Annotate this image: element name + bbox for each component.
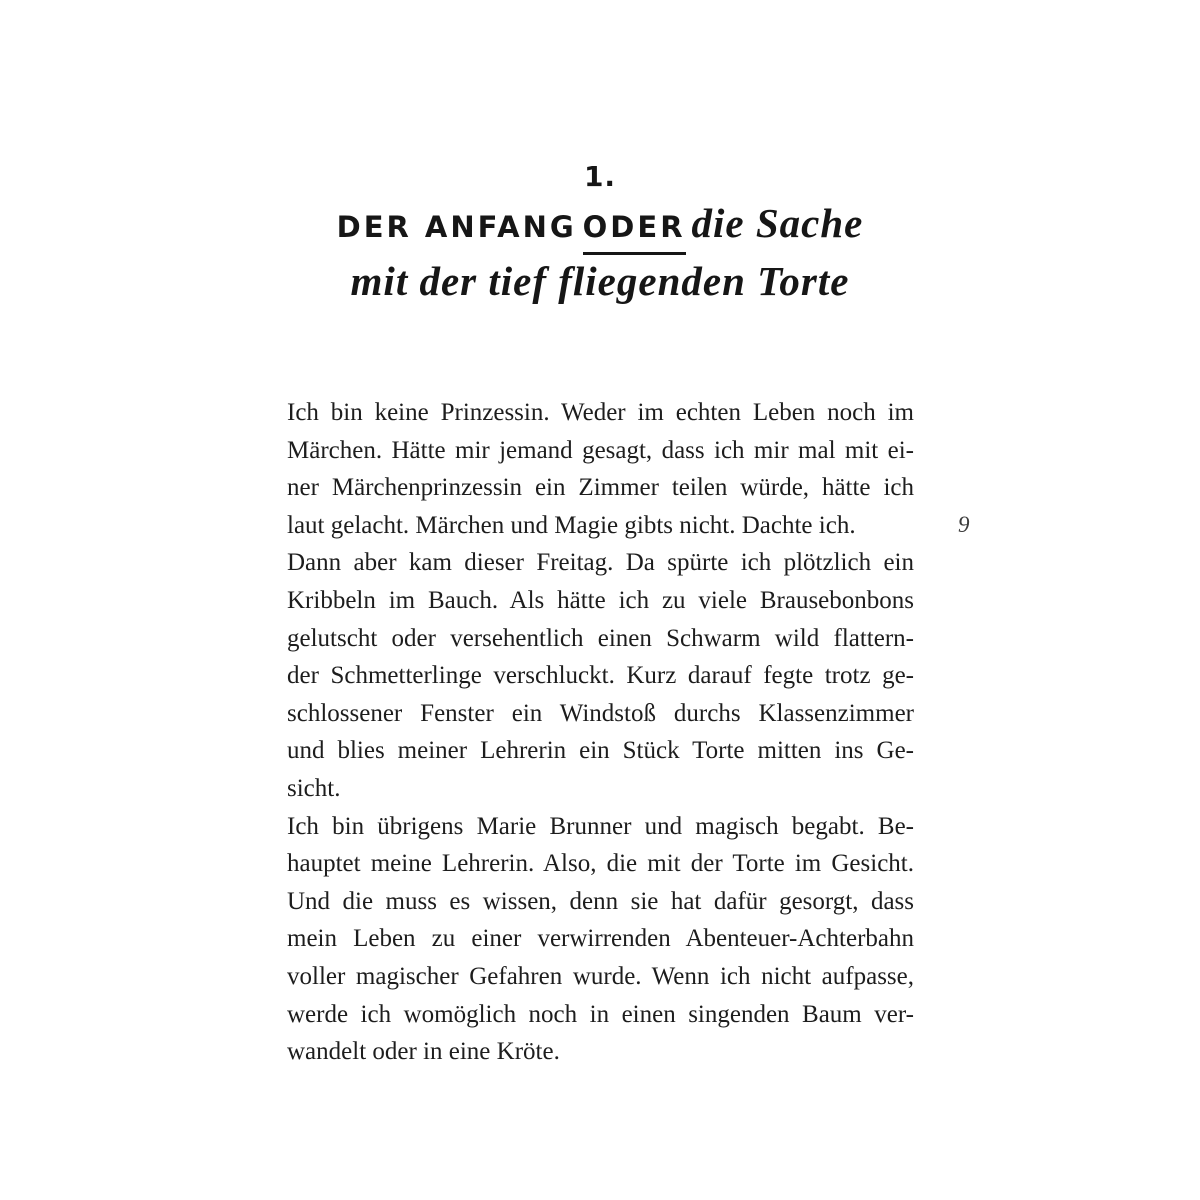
chapter-header xyxy=(0,160,1200,315)
text-line: und blies meiner Lehrerin ein Stück Torte mitten ins Ge- xyxy=(287,737,914,765)
text-line: Märchen. Hätte mir jemand gesagt, dass ich mir mal mit ei- xyxy=(287,436,914,464)
text-line: hauptet meine Lehrerin. Also, die mit der Torte im Gesicht. xyxy=(287,850,914,878)
text-line: wandelt oder in eine Kröte. xyxy=(287,1038,560,1066)
text-line: Ich bin übrigens Marie Brunner und magisch begabt. Be- xyxy=(287,812,914,840)
text-line: laut gelacht. Märchen und Magie gibts nicht. Dachte ich. xyxy=(287,511,856,539)
text-line: gelutscht oder versehentlich einen Schwarm wild flattern- xyxy=(287,624,914,652)
chapter-title-line-1 xyxy=(0,199,1200,257)
text-line: Kribbeln im Bauch. Als hätte ich zu viele Brausebonbons xyxy=(287,586,914,614)
page-number: 9 xyxy=(958,512,970,537)
chapter-title-script-line2: mit der tief fliegenden Torte xyxy=(350,258,850,304)
text-line: schlossener Fenster ein Windstoß durchs Klassenzimmer xyxy=(287,699,914,727)
text-line: Und die muss es wissen, denn sie hat dafür gesorgt, dass xyxy=(287,887,914,915)
chapter-title-script-part: die Sache xyxy=(691,200,864,246)
chapter-title-caps: DER ANFANG xyxy=(336,210,577,244)
text-line: Dann aber kam dieser Freitag. Da spürte ich plötzlich ein xyxy=(287,549,914,577)
chapter-title-line-2 xyxy=(0,257,1200,315)
text-line: sicht. xyxy=(287,774,341,802)
text-line: mein Leben zu einer verwirrenden Abenteuer-Achterbahn xyxy=(287,925,914,953)
text-line: der Schmetterlinge verschluckt. Kurz darauf fegte trotz ge- xyxy=(287,662,914,690)
chapter-title-underlined-word: ODER xyxy=(583,203,686,255)
text-line: ner Märchenprinzessin ein Zimmer teilen würde, hätte ich xyxy=(287,474,914,502)
chapter-number: 1. xyxy=(583,160,617,193)
text-line: Ich bin keine Prinzessin. Weder im echten Leben noch im xyxy=(287,399,914,426)
text-line: werde ich womöglich noch in einen singenden Baum ver- xyxy=(287,1000,914,1028)
text-line: voller magischer Gefahren wurde. Wenn ich nicht aufpasse, xyxy=(287,962,914,990)
body-text-block xyxy=(287,394,914,1071)
